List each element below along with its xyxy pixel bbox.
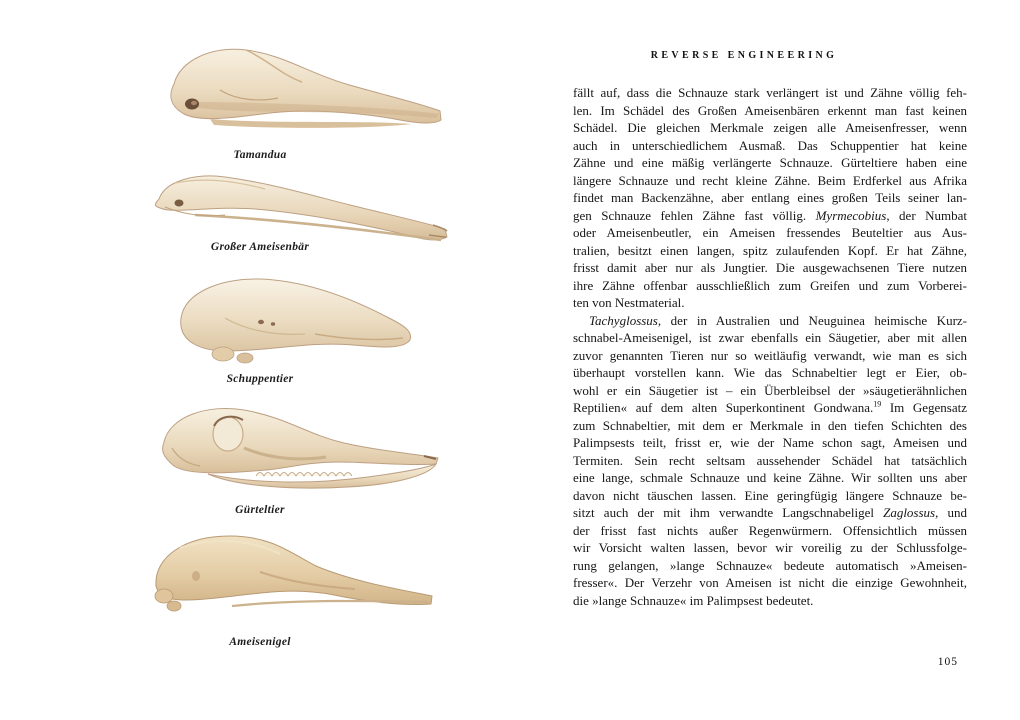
text-line: zum Schnabeltier, mit dem er Merkmale in den tiefen Schichten des [573, 417, 967, 433]
skull-illustration-giant-anteater [145, 163, 455, 245]
text-line: oder Ameisenbeutler, ein Ameisen fressendes Beuteltier aus Aus- [573, 225, 967, 240]
page-number: 105 [937, 656, 958, 668]
text-line: Schädel. Die gleichen Merkmale zeigen alle Ameisenfresser, wenn [573, 120, 967, 135]
text-line: rung gelangen, »lange Schnauze« bedeute automatisch »Ameisen- [573, 557, 967, 573]
skull-illustration-echidna [140, 524, 440, 624]
text-line: ten von Nestmaterial. [573, 295, 685, 310]
text-line: tralien, besitzt einen langen, spitz zulaufenden Kopf. Er hat Zähne, [573, 242, 967, 258]
figure-caption-tamandua: Tamandua [233, 149, 287, 161]
text-line: len. Im Schädel des Großen Ameisenbären erkennt man fast keinen [573, 102, 967, 118]
figure-pangolin [165, 262, 425, 367]
text-line: der frisst fast nichts außer Regenwürmern. Offensichtlich müssen [573, 522, 967, 538]
text-line: fällt auf, dass die Schnauze stark verlängert ist und Zähne völlig feh- [573, 85, 967, 100]
text-line: auch in unterschiedlichem Ausmaß. Das Schuppentier hat keine [573, 137, 967, 153]
text-line: die »lange Schnauze« im Palimpsest bedeutet. [573, 592, 814, 608]
text-line: davon nicht täuschen lassen. Eine geringfügig längere Schnauze be- [573, 487, 967, 503]
figure-giant-anteater [145, 163, 455, 245]
text-line: überhaupt vorstellen kann. Wie das Schnabeltier legt er Eier, ob- [573, 365, 967, 380]
text-line: findet man Backenzähne, aber entlang eines großen Teils seiner lan- [573, 190, 967, 205]
figure-caption-pangolin: Schuppentier [226, 373, 294, 385]
figure-caption-echidna: Ameisenigel [229, 636, 291, 648]
text-line: fresser«. Der Verzehr von Ameisen ist nicht die einzige Gewohnheit, [573, 575, 967, 590]
text-line: frisst damit aber nur als Jungtier. Die ausgewachsenen Tiere nutzen [573, 260, 967, 275]
text-line: längere Schnauze und recht kleine Zähne. Beim Erdferkel aus Afrika [573, 172, 967, 188]
text-line: wohl er ein Säugetier ist – ein Überbleibsel der »säugetierähnlichen [573, 382, 967, 398]
figure-armadillo [148, 388, 445, 501]
figure-echidna [140, 524, 440, 624]
text-line: gen Schnauze fehlen Zähne fast völlig. Myrmecobius, der Numbat [573, 207, 967, 223]
text-line: Reptilien« auf dem alten Superkontinent Gondwana.$^{19}$ Im Gegensatz [573, 399, 967, 415]
text-line: ihre Zähne offenbar ausschließlich zum Greifen und zum Vorberei- [573, 277, 967, 293]
figure-caption-giant-anteater: Großer Ameisenbär [210, 241, 310, 253]
text-line: Termiten. Sein recht seltsam aussehender Schädel hat tatsächlich [573, 452, 967, 468]
text-line: schnabel-Ameisenigel, ist zwar ebenfalls ein Säugetier, aber mit allen [573, 330, 967, 345]
figure-tamandua [150, 20, 450, 145]
text-line: Zähne und eine mäßig verlängerte Schnauze. Gürteltiere haben eine [573, 155, 967, 170]
skull-illustration-pangolin [165, 262, 425, 367]
page-header: REVERSE ENGINEERING [650, 50, 838, 61]
skull-illustration-armadillo [148, 388, 445, 501]
text-line: wir Vorsicht walten lassen, bevor wir voreilig zu der Schlussfolge- [573, 540, 967, 555]
text-line: Tachyglossus, der in Australien und Neuguinea heimische Kurz- [589, 312, 967, 328]
text-line: eine lange, schmale Schnauze und keine Zähne. Wir sollten uns aber [573, 470, 967, 485]
skull-illustration-tamandua [150, 20, 450, 145]
text-line: zuvor genannten Tieren nur so weitläufig verwandt, wie man es sich [573, 347, 967, 363]
text-line: sitzt auch der mit ihm verwandte Langschnabeligel Zaglossus, und [573, 505, 968, 520]
body-text-column [573, 84, 967, 609]
text-line: Palimpsests teilt, frisst er, wie der Name schon sagt, Ameisen und [573, 435, 967, 450]
figure-caption-armadillo: Gürteltier [235, 504, 285, 516]
